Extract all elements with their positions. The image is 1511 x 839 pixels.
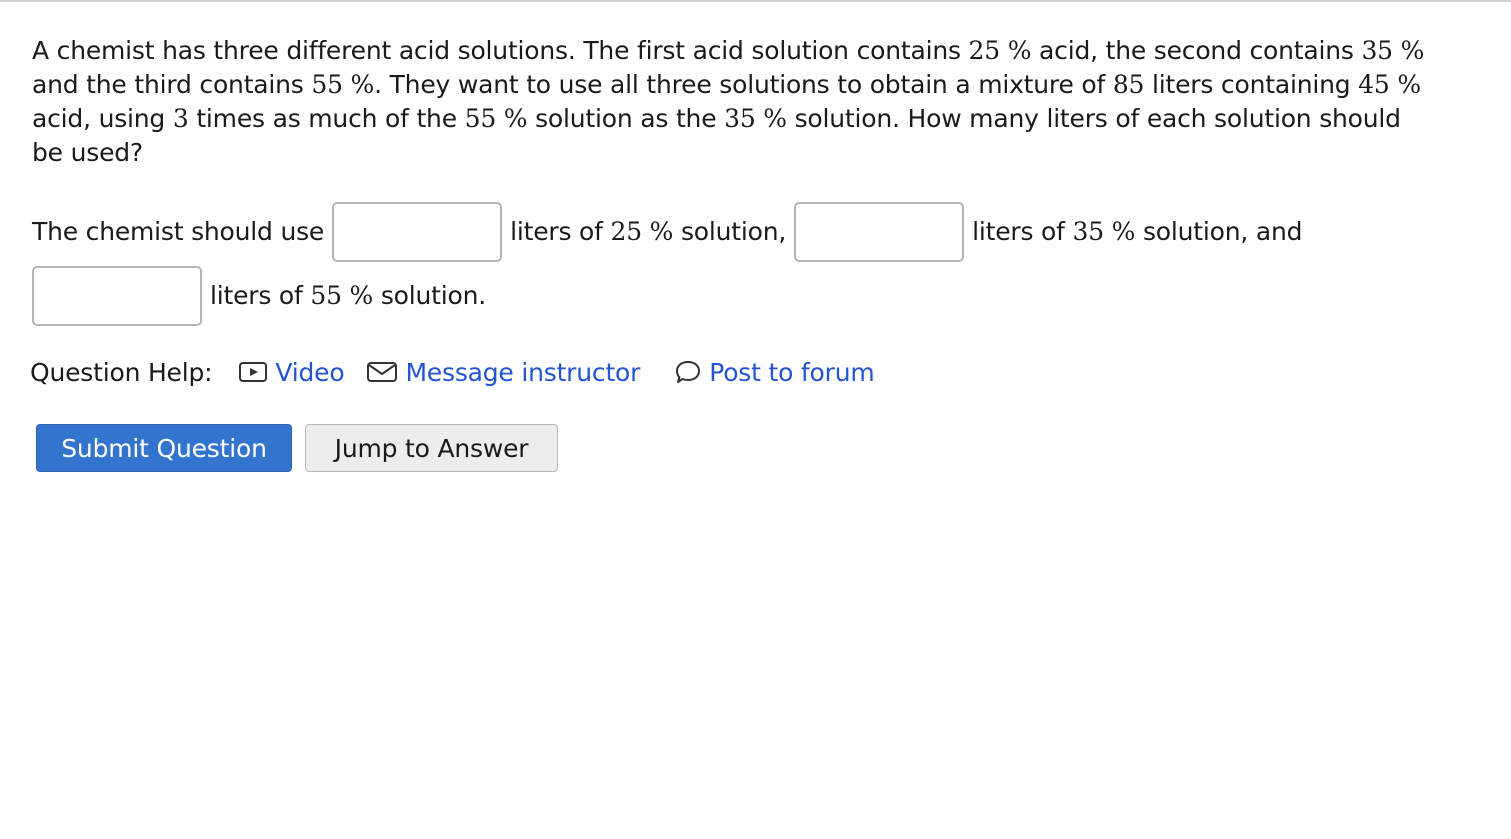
answer-label-text: solution, — [673, 217, 787, 246]
question-text-part: acid, using — [32, 104, 173, 133]
question-text-part: solution. How many liters of each solution should be used? — [32, 104, 1401, 167]
message-link-label: Message instructor — [405, 357, 641, 387]
math-percent: % — [349, 281, 374, 310]
math-number: 25 — [968, 36, 1000, 65]
question-text-part: liters containing — [1144, 70, 1359, 99]
video-play-icon — [238, 360, 268, 384]
speech-bubble-icon — [674, 359, 702, 385]
post-to-forum-link[interactable] — [674, 358, 874, 387]
question-text-part: and the third contains — [32, 70, 312, 99]
submit-question-button[interactable]: Submit Question — [36, 424, 292, 472]
question-text-part: . They want to use all three solutions to obtain a mixture of — [374, 70, 1113, 99]
math-number: 45 — [1358, 70, 1390, 99]
video-link-label: Video — [275, 357, 345, 387]
question-text-part: acid, the second contains — [1031, 36, 1362, 65]
math-percent: % — [350, 70, 375, 99]
question-help-bar — [30, 352, 875, 392]
math-number: 3 — [172, 104, 189, 133]
math-percent: % — [649, 217, 674, 246]
top-divider — [0, 0, 1511, 2]
math-percent: % — [1111, 217, 1136, 246]
math-percent: % — [1397, 70, 1421, 99]
math-number: 55 — [464, 104, 497, 133]
answer-line-1 — [32, 202, 1302, 262]
video-help-link[interactable] — [238, 358, 344, 387]
answer-intro-text: The chemist should use — [32, 217, 325, 246]
math-number: 35 — [724, 104, 756, 133]
answer-label-55 — [210, 279, 486, 313]
math-number: 55 — [310, 281, 342, 310]
liters-55-percent-input[interactable] — [32, 266, 202, 326]
answer-label-text: solution. — [373, 281, 487, 310]
answer-label-text: liters of — [210, 281, 311, 310]
question-text-part: A chemist has three different acid solutions. The first acid solution contains — [32, 36, 969, 65]
answer-label-text: liters of — [510, 217, 611, 246]
math-number: 55 — [311, 70, 343, 99]
liters-35-percent-input[interactable] — [794, 202, 964, 262]
question-text-part: times as much of the — [188, 104, 465, 133]
answer-label-text: liters of — [972, 217, 1073, 246]
answer-label-35 — [972, 215, 1302, 249]
math-number: 35 — [1361, 36, 1393, 65]
forum-link-label: Post to forum — [709, 357, 875, 387]
math-percent: % — [1400, 36, 1425, 65]
math-number: 35 — [1072, 217, 1104, 246]
question-text — [32, 34, 1432, 170]
question-text-part: solution as the — [527, 104, 725, 133]
liters-25-percent-input[interactable] — [332, 202, 502, 262]
math-percent: % — [763, 104, 787, 133]
math-percent: % — [503, 104, 528, 133]
math-percent: % — [1007, 36, 1032, 65]
message-instructor-link[interactable] — [366, 358, 640, 387]
question-help-label: Question Help: — [30, 357, 213, 387]
answer-label-text: solution, and — [1135, 217, 1303, 246]
math-number: 85 — [1112, 70, 1145, 99]
math-number: 25 — [610, 217, 642, 246]
answer-label-25 — [510, 215, 786, 249]
jump-to-answer-button[interactable]: Jump to Answer — [305, 424, 558, 472]
envelope-icon — [366, 360, 398, 384]
answer-line-2 — [32, 266, 486, 326]
